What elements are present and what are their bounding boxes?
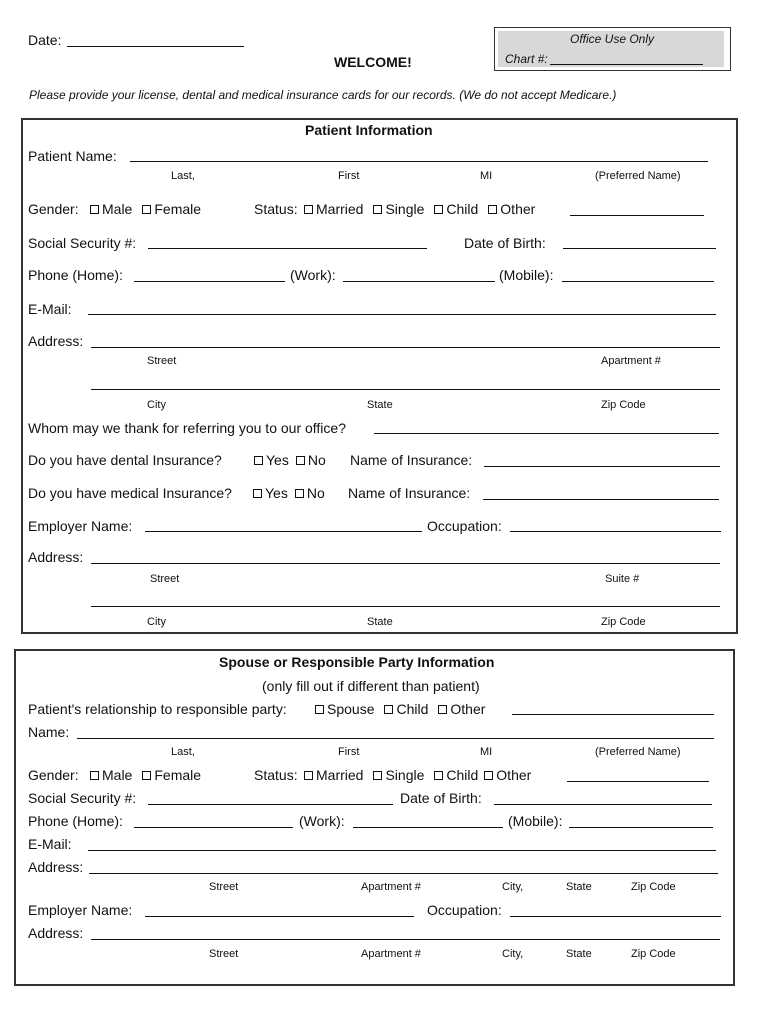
patient-apartment-label: Apartment #: [601, 355, 661, 367]
spouse-employer-address-label: Address:: [28, 925, 84, 941]
patient-info-title: Patient Information: [305, 122, 433, 138]
medical-insurance-name-field[interactable]: [483, 499, 719, 500]
spouse-gender-male-option[interactable]: Male: [90, 767, 132, 783]
spouse-status-other-field[interactable]: [567, 781, 709, 782]
checkbox-icon[interactable]: [434, 771, 443, 780]
spouse-state-label: State: [566, 881, 592, 893]
spouse-employer-field[interactable]: [145, 916, 414, 917]
employer-zip-label: Zip Code: [601, 616, 646, 628]
patient-ssn-label: Social Security #:: [28, 235, 137, 251]
welcome-heading: WELCOME!: [334, 54, 412, 70]
patient-phone-work-field[interactable]: [343, 281, 495, 282]
spouse-city-label: City,: [502, 881, 524, 893]
spouse-status-other-option[interactable]: Other: [484, 767, 531, 783]
office-use-box: [494, 27, 731, 71]
dental-no-option[interactable]: No: [296, 452, 326, 468]
checkbox-icon[interactable]: [253, 489, 262, 498]
referral-label: Whom may we thank for referring you to our office?: [28, 420, 346, 436]
checkbox-icon[interactable]: [373, 771, 382, 780]
spouse-occupation-label: Occupation:: [427, 902, 502, 918]
patient-gender-female-option[interactable]: Female: [142, 201, 201, 217]
checkbox-icon[interactable]: [373, 205, 382, 214]
patient-name-first-label: First: [338, 170, 360, 182]
patient-gender-label: Gender:: [28, 201, 79, 217]
patient-name-label: Patient Name:: [28, 148, 117, 164]
employer-city-label: City: [147, 616, 166, 628]
relationship-options: [315, 701, 485, 717]
patient-phone-mobile-field[interactable]: [562, 281, 714, 282]
spouse-name-last-label: Last,: [171, 746, 195, 758]
dental-insurance-label: Do you have dental Insurance?: [28, 452, 222, 468]
employer-state-label: State: [367, 616, 393, 628]
spouse-status-child-option[interactable]: Child: [434, 767, 478, 783]
checkbox-icon[interactable]: [384, 705, 393, 714]
patient-street-label: Street: [147, 355, 177, 367]
spouse-dob-label: Date of Birth:: [400, 790, 482, 806]
patient-phone-home-field[interactable]: [134, 281, 285, 282]
employer-street-label: Street: [150, 573, 180, 585]
patient-status-married-option[interactable]: Married: [304, 201, 363, 217]
spouse-employer-address-field[interactable]: [91, 939, 720, 940]
medical-insurance-options: [253, 485, 325, 501]
patient-city-label: City: [147, 399, 166, 411]
patient-ssn-field[interactable]: [148, 248, 427, 249]
patient-status-other-option[interactable]: Other: [488, 201, 535, 217]
checkbox-icon[interactable]: [484, 771, 493, 780]
spouse-name-first-label: First: [338, 746, 360, 758]
patient-city-state-zip-field[interactable]: [91, 389, 720, 390]
patient-street-field[interactable]: [91, 347, 720, 348]
spouse-street-label: Street: [209, 881, 239, 893]
patient-name-field[interactable]: [130, 161, 708, 162]
spouse-email-label: E-Mail:: [28, 836, 72, 852]
relationship-spouse-option[interactable]: Spouse: [315, 701, 374, 717]
patient-status-label: Status:: [254, 201, 298, 217]
medical-insurance-name-label: Name of Insurance:: [348, 485, 471, 501]
patient-phone-work-label: (Work):: [290, 267, 336, 283]
employer-city-state-zip-field[interactable]: [91, 606, 720, 607]
spouse-employer-city-label: City,: [502, 948, 524, 960]
chart-number-field: [550, 64, 703, 65]
dental-insurance-name-field[interactable]: [484, 466, 720, 467]
spouse-dob-field[interactable]: [494, 804, 712, 805]
employer-suite-label: Suite #: [605, 573, 640, 585]
patient-employer-label: Employer Name:: [28, 518, 133, 534]
spouse-employer-apartment-label: Apartment #: [361, 948, 421, 960]
spouse-employer-state-label: State: [566, 948, 592, 960]
date-field[interactable]: [67, 46, 244, 47]
checkbox-icon[interactable]: [304, 771, 313, 780]
medical-yes-option[interactable]: Yes: [253, 485, 288, 501]
medical-no-option[interactable]: No: [295, 485, 325, 501]
relationship-other-field[interactable]: [512, 714, 714, 715]
spouse-employer-street-label: Street: [209, 948, 239, 960]
spouse-ssn-label: Social Security #:: [28, 790, 137, 806]
checkbox-icon[interactable]: [295, 489, 304, 498]
dental-yes-option[interactable]: Yes: [254, 452, 289, 468]
checkbox-icon[interactable]: [254, 456, 263, 465]
spouse-address-field[interactable]: [89, 873, 718, 874]
patient-email-label: E-Mail:: [28, 301, 72, 317]
checkbox-icon[interactable]: [142, 771, 151, 780]
instructions-text: Please provide your license, dental and medical insurance cards for our records. (We do not accept Medicare.): [29, 88, 617, 102]
checkbox-icon[interactable]: [434, 205, 443, 214]
spouse-preferred-name-label: (Preferred Name): [595, 746, 681, 758]
chart-label: Chart #:: [505, 52, 548, 66]
spouse-status-label: Status:: [254, 767, 298, 783]
patient-phone-home-label: Phone (Home):: [28, 267, 123, 283]
spouse-employer-label: Employer Name:: [28, 902, 133, 918]
patient-email-field[interactable]: [88, 314, 716, 315]
relationship-other-option[interactable]: Other: [438, 701, 485, 717]
patient-address-label: Address:: [28, 333, 84, 349]
spouse-phone-work-field[interactable]: [353, 827, 503, 828]
date-label: Date:: [28, 32, 62, 48]
relationship-label: Patient's relationship to responsible party:: [28, 701, 287, 717]
patient-name-last-label: Last,: [171, 170, 195, 182]
spouse-info-title: Spouse or Responsible Party Information: [219, 654, 495, 670]
checkbox-icon[interactable]: [304, 205, 313, 214]
spouse-info-subtitle: (only fill out if different than patient): [262, 678, 480, 694]
spouse-ssn-field[interactable]: [148, 804, 393, 805]
spouse-address-label: Address:: [28, 859, 84, 875]
patient-zip-label: Zip Code: [601, 399, 646, 411]
patient-employer-field[interactable]: [145, 531, 422, 532]
spouse-phone-home-field[interactable]: [134, 827, 293, 828]
spouse-status-options: [304, 767, 531, 783]
patient-state-label: State: [367, 399, 393, 411]
patient-status-child-option[interactable]: Child: [434, 201, 478, 217]
dental-insurance-options: [254, 452, 326, 468]
spouse-status-married-option[interactable]: Married: [304, 767, 363, 783]
employer-address-label: Address:: [28, 549, 84, 565]
relationship-child-option[interactable]: Child: [384, 701, 428, 717]
spouse-name-mi-label: MI: [480, 746, 493, 758]
patient-status-other-field[interactable]: [570, 215, 704, 216]
spouse-email-field[interactable]: [88, 850, 716, 851]
patient-occupation-field[interactable]: [510, 531, 721, 532]
patient-gender-male-option[interactable]: Male: [90, 201, 132, 217]
checkbox-icon[interactable]: [296, 456, 305, 465]
spouse-name-label: Name:: [28, 724, 70, 740]
spouse-name-field[interactable]: [77, 738, 714, 739]
patient-dob-label: Date of Birth:: [464, 235, 546, 251]
spouse-phone-mobile-label: (Mobile):: [508, 813, 563, 829]
checkbox-icon[interactable]: [488, 205, 497, 214]
employer-street-field[interactable]: [91, 563, 720, 564]
spouse-occupation-field[interactable]: [510, 916, 721, 917]
patient-preferred-name-label: (Preferred Name): [595, 170, 681, 182]
patient-phone-mobile-label: (Mobile):: [499, 267, 554, 283]
patient-occupation-label: Occupation:: [427, 518, 502, 534]
medical-insurance-label: Do you have medical Insurance?: [28, 485, 232, 501]
patient-status-single-option[interactable]: Single: [373, 201, 424, 217]
spouse-gender-female-option[interactable]: Female: [142, 767, 201, 783]
spouse-phone-work-label: (Work):: [299, 813, 345, 829]
spouse-phone-mobile-field[interactable]: [569, 827, 713, 828]
spouse-gender-options: [90, 767, 211, 783]
checkbox-icon[interactable]: [90, 205, 99, 214]
patient-dob-field[interactable]: [563, 248, 716, 249]
patient-information-section: [21, 118, 738, 634]
spouse-employer-zip-label: Zip Code: [631, 948, 676, 960]
office-use-label: Office Use Only: [570, 32, 655, 46]
referral-field[interactable]: [374, 433, 719, 434]
spouse-phone-home-label: Phone (Home):: [28, 813, 123, 829]
spouse-gender-label: Gender:: [28, 767, 79, 783]
spouse-status-single-option[interactable]: Single: [373, 767, 424, 783]
spouse-zip-label: Zip Code: [631, 881, 676, 893]
checkbox-icon[interactable]: [438, 705, 447, 714]
dental-insurance-name-label: Name of Insurance:: [350, 452, 473, 468]
checkbox-icon[interactable]: [315, 705, 324, 714]
checkbox-icon[interactable]: [142, 205, 151, 214]
spouse-apartment-label: Apartment #: [361, 881, 421, 893]
checkbox-icon[interactable]: [90, 771, 99, 780]
patient-gender-options: [90, 201, 211, 217]
patient-name-mi-label: MI: [480, 170, 493, 182]
patient-status-options: [304, 201, 535, 217]
